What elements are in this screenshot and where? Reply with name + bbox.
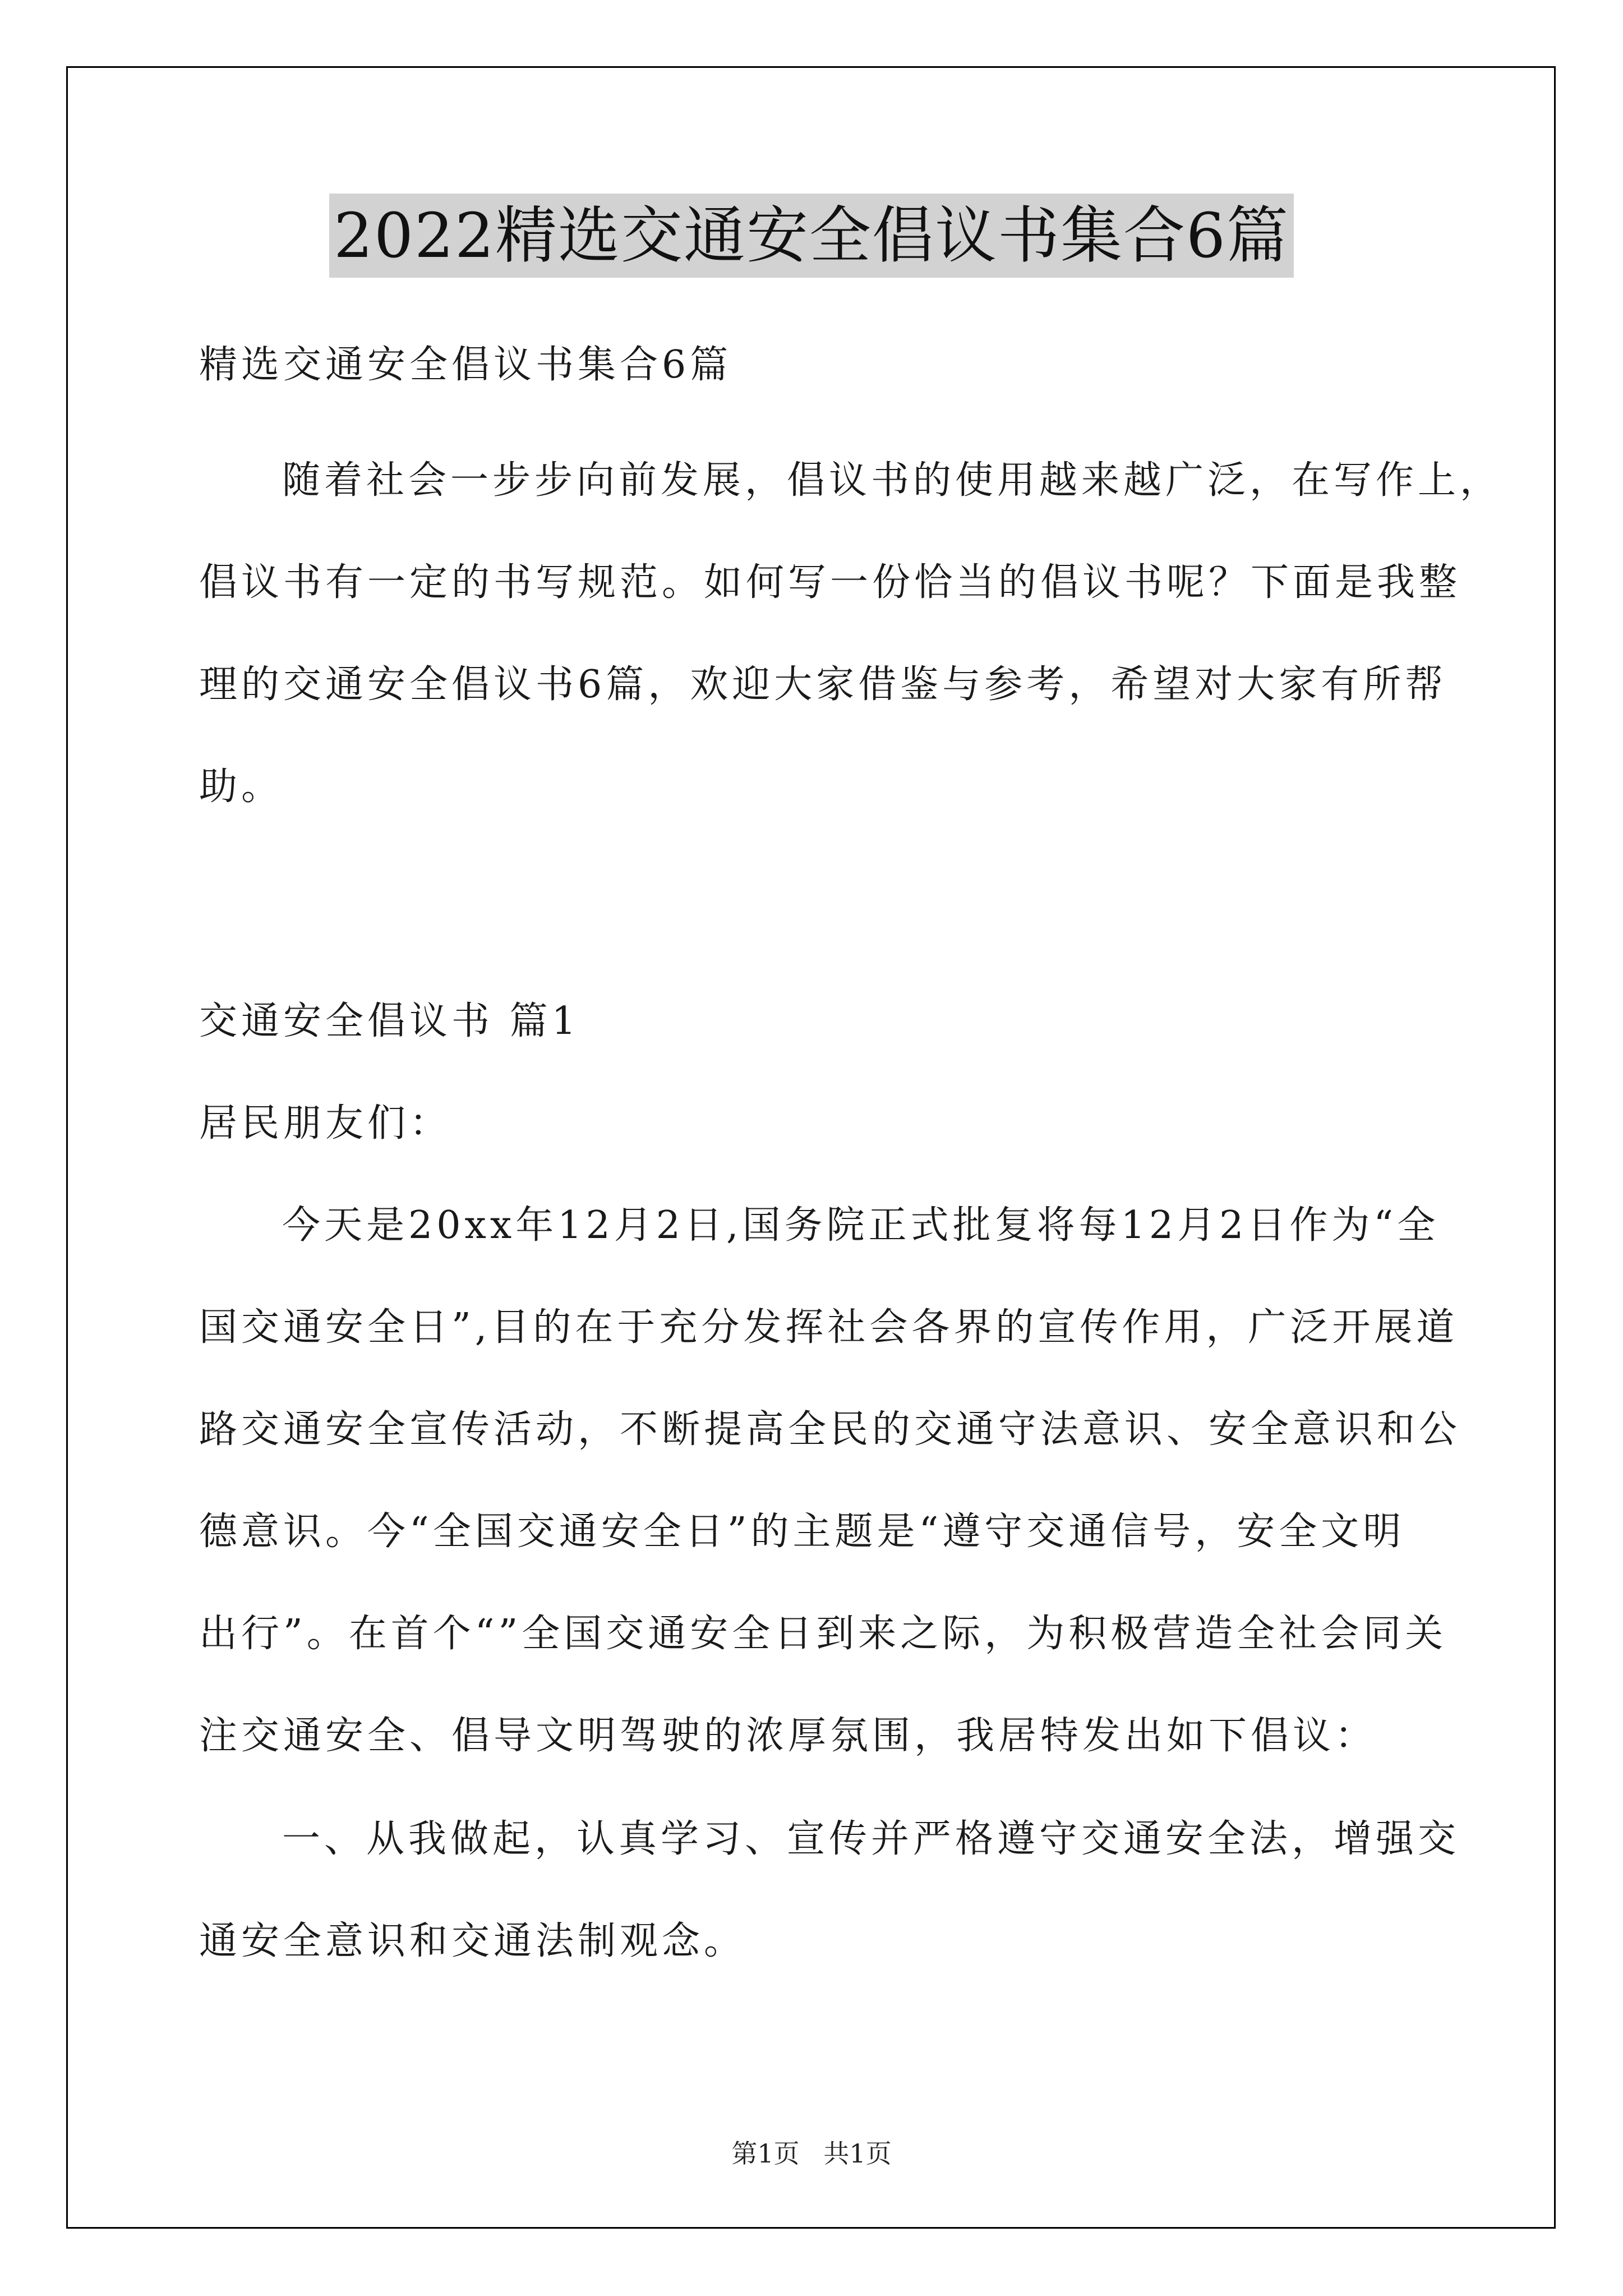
intro-line: 助。 (199, 765, 284, 809)
paragraph-line: 注交通安全、倡导文明驾驶的浓厚氛围，我居特发出如下倡议： (199, 1714, 1377, 1758)
paragraph-line: 通安全意识和交通法制观念。 (199, 1919, 746, 1963)
page-total: 共1页 (823, 2138, 892, 2169)
intro-line: 理的交通安全倡议书6篇，欢迎大家借鉴与参考，希望对大家有所帮 (199, 662, 1447, 707)
greeting: 居民朋友们： (199, 1101, 452, 1145)
subtitle: 精选交通安全倡议书集合6篇 (199, 343, 732, 387)
paragraph-line: 国交通安全日”,目的在于充分发挥社会各界的宣传作用，广泛开展道 (199, 1305, 1459, 1350)
paragraph-line: 出行”。在首个“”全国交通安全日到来之际，为积极营造全社会同关 (199, 1612, 1447, 1656)
page-number: 第1页 (731, 2138, 800, 2169)
paragraph-1 (199, 1175, 1461, 1787)
intro-line: 倡议书有一定的书写规范。如何写一份恰当的倡议书呢？下面是我整 (199, 560, 1461, 605)
paragraph-line: 一、从我做起，认真学习、宣传并严格遵守交通安全法，增强交 (282, 1817, 1460, 1861)
paragraph-line: 今天是20xx年12月2日,国务院正式批复将每12月2日作为“全 (282, 1203, 1440, 1248)
section-heading-block (199, 970, 1433, 1073)
title-container (0, 194, 1623, 278)
paragraph-line: 德意识。今“全国交通安全日”的主题是“遵守交通信号，安全文明 (199, 1510, 1405, 1554)
section-heading: 交通安全倡议书 篇1 (199, 999, 580, 1043)
intro-line: 随着社会一步步向前发展，倡议书的使用越来越广泛，在写作上， (282, 458, 1502, 503)
subtitle-block (199, 314, 1433, 416)
paragraph-line: 路交通安全宣传活动，不断提高全民的交通守法意识、安全意识和公 (199, 1407, 1461, 1452)
page-footer (0, 2133, 1623, 2170)
document-title: 2022精选交通安全倡议书集合6篇 (329, 194, 1294, 278)
paragraph-2 (199, 1788, 1460, 1993)
intro-paragraph (199, 430, 1502, 838)
greeting-block (199, 1073, 1433, 1175)
